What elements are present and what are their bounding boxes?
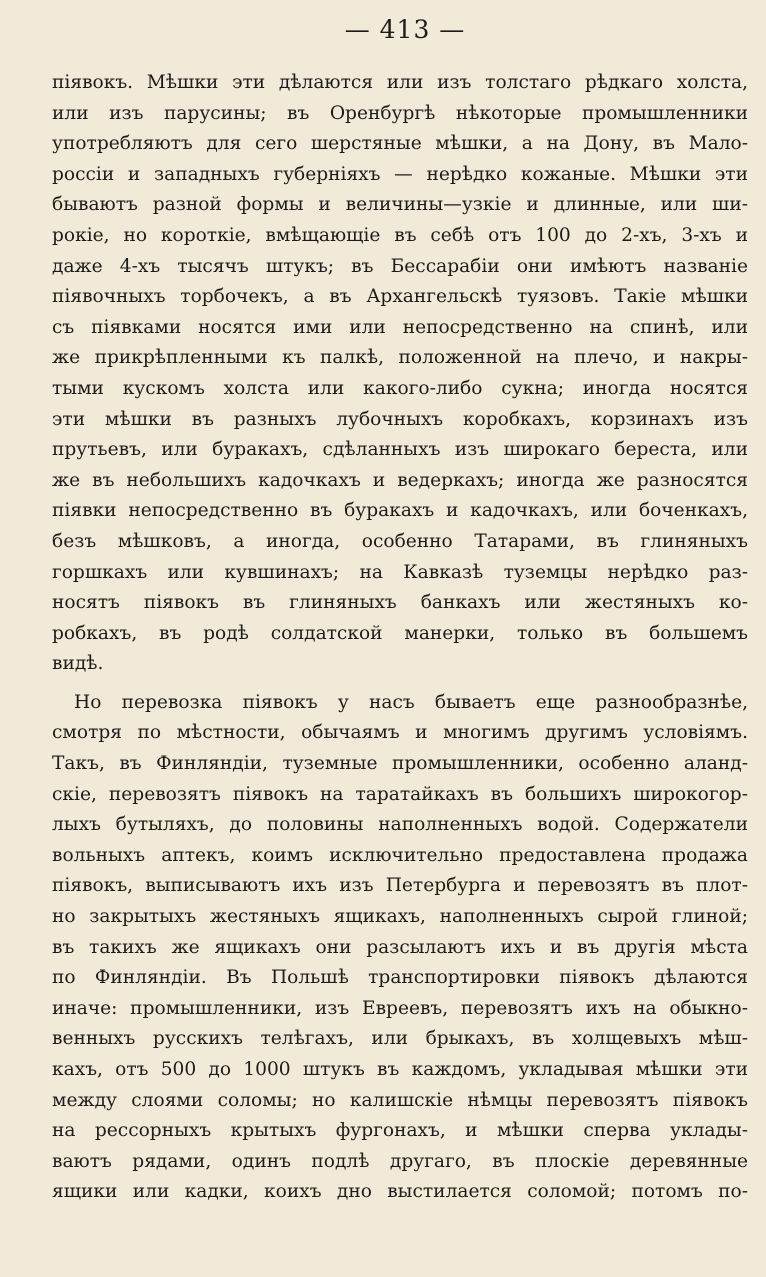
text-line: же прикрѣпленными къ палкѣ, положенной на плечо, и накры-	[52, 347, 748, 369]
text-line: эти мѣшки въ разныхъ лубочныхъ коробкахъ, корзинахъ изъ	[52, 408, 748, 430]
text-line: смотря по мѣстности, обычаямъ и многимъ другимъ условіямъ.	[52, 722, 748, 744]
text-line: на рессорныхъ крытыхъ фургонахъ, и мѣшки сперва уклады-	[52, 1120, 748, 1142]
text-line: ящики или кадки, коихъ дно выстилается соломой; потомъ по-	[52, 1181, 748, 1203]
paragraph-gap	[52, 680, 748, 688]
text-line: рокіе, но короткіе, вмѣщающіе въ себѣ отъ 100 до 2-хъ, 3-хъ и	[52, 224, 748, 246]
text-line: бываютъ разной формы и величины—узкіе и длинные, или ши-	[52, 194, 748, 216]
text-line: безъ мѣшковъ, а иногда, особенно Татарами, въ глиняныхъ	[52, 530, 748, 552]
text-line: даже 4-хъ тысячъ штукъ; въ Бессарабіи они имѣютъ названіе	[52, 255, 748, 277]
text-line: Но перевозка піявокъ у насъ бываетъ еще разнообразнѣе,	[74, 691, 748, 713]
text-line: піявокъ, выписываютъ ихъ изъ Петербурга и перевозятъ въ плот-	[52, 875, 748, 897]
text-line: піявки непосредственно въ буракахъ и кадочкахъ, или боченкахъ,	[52, 500, 748, 522]
text-line: по Финляндіи. Въ Польшѣ транспортировки піявокъ дѣлаются	[52, 967, 748, 989]
text-line: піявокъ. Мѣшки эти дѣлаются или изъ толстаго рѣдкаго холста,	[52, 72, 748, 93]
text-line: піявочныхъ торбочекъ, а въ Архангельскѣ туязовъ. Такіе мѣшки	[52, 286, 748, 308]
text-line: прутьевъ, или буракахъ, сдѣланныхъ изъ широкаго береста, или	[52, 439, 748, 461]
text-line: съ піявками носятся ими или непосредственно на спинѣ, или	[52, 316, 748, 338]
text-line: между слоями соломы; но калишскіе нѣмцы перевозятъ піявокъ	[52, 1089, 748, 1111]
text-line: Такъ, въ Финляндіи, туземные промышленники, особенно аланд-	[52, 753, 748, 775]
text-line: венныхъ русскихъ телѣгахъ, или брыкахъ, въ холщевыхъ мѣш-	[52, 1028, 748, 1050]
text-line: россіи и западныхъ губерніяхъ — нерѣдко кожаные. Мѣшки эти	[52, 163, 748, 185]
page-number: — 413 —	[344, 15, 466, 44]
text-line: въ такихъ же ящикахъ они разсылаютъ ихъ и въ другія мѣста	[52, 936, 748, 958]
text-line: кахъ, отъ 500 до 1000 штукъ въ каждомъ, укладывая мѣшки эти	[52, 1059, 748, 1080]
text-line: скіе, перевозятъ піявокъ на таратайкахъ въ большихъ широкогор-	[52, 783, 748, 805]
text-line: иначе: промышленники, изъ Евреевъ, перевозятъ ихъ на обыкно-	[52, 997, 748, 1019]
text-line: употребляютъ для сего шерстяные мѣшки, а на Дону, въ Мало-	[52, 133, 748, 155]
text-line: но закрытыхъ жестяныхъ ящикахъ, наполненныхъ сырой глиной;	[52, 906, 748, 928]
text-line: горшкахъ или кувшинахъ; на Кавказѣ туземцы нерѣдко раз-	[52, 561, 748, 583]
text-line: ваютъ рядами, одинъ подлѣ другаго, въ плоскіе деревянные	[52, 1150, 748, 1172]
text-line: носятъ піявокъ въ глиняныхъ банкахъ или жестяныхъ ко-	[52, 592, 748, 614]
text-line: лыхъ бутыляхъ, до половины наполненныхъ водой. Содержатели	[52, 814, 748, 836]
text-line: или изъ парусины; въ Оренбургѣ нѣкоторые промышленники	[52, 102, 748, 124]
text-line: же въ небольшихъ кадочкахъ и ведеркахъ; иногда же разносятся	[52, 469, 748, 491]
body-text	[52, 68, 748, 1208]
text-line: вольныхъ аптекъ, коимъ исключительно предоставлена продажа	[52, 844, 748, 866]
text-line: видѣ.	[52, 653, 104, 675]
text-line: тыми кускомъ холста или какого-либо сукна; иногда носятся	[52, 377, 748, 399]
paragraph-2	[52, 688, 748, 1208]
paragraph-1	[52, 68, 748, 680]
text-line: робкахъ, въ родѣ солдатской манерки, только въ большемъ	[52, 622, 748, 644]
